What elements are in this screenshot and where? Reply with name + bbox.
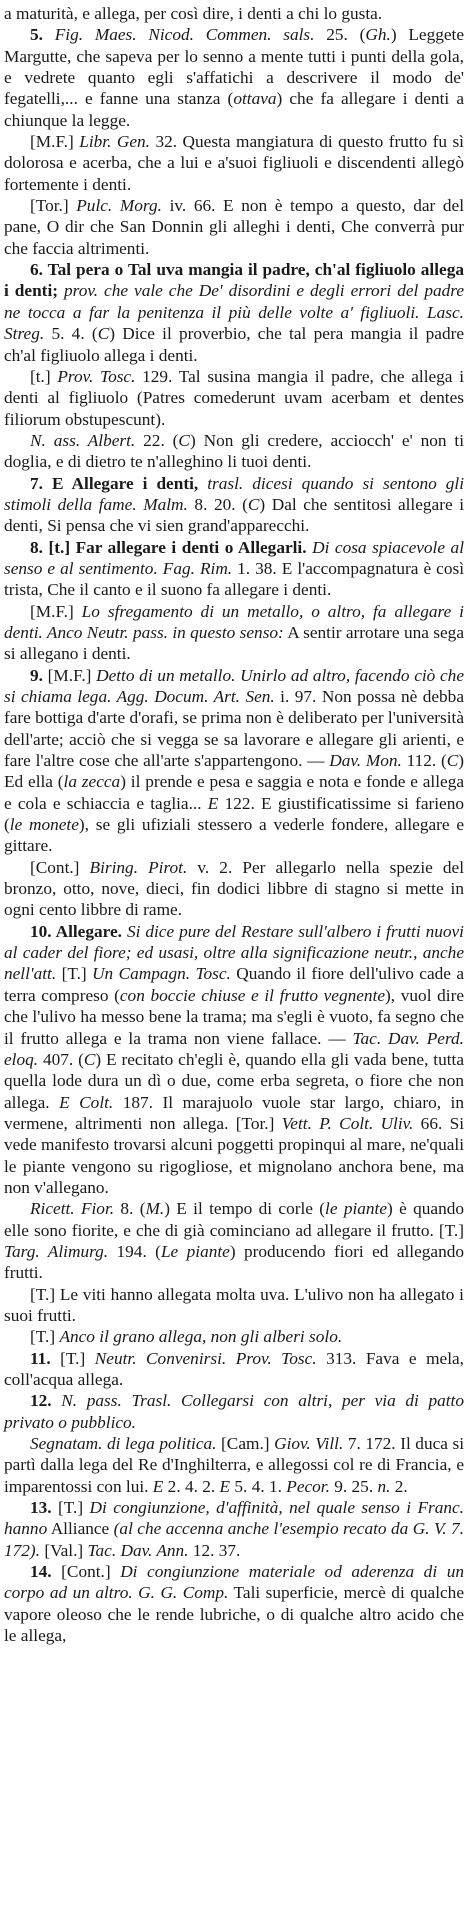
entry-text: ) Dice il proverbio, che tal pera mangia il padre ch'al figliuolo allega i denti. <box>4 324 465 365</box>
dictionary-entry <box>4 857 464 921</box>
dictionary-entry <box>4 601 464 665</box>
entry-text: 129. Tal susina mangia il padre, che allega i denti al figliuolo (Patres comederunt uvam acerbam et dentes filiorum obstupescunt). <box>4 366 464 429</box>
entry-text: [M.F.] <box>30 601 82 621</box>
dictionary-entry <box>4 131 464 195</box>
dictionary-entry <box>4 1497 464 1561</box>
entry-text: 2. <box>390 1476 408 1496</box>
italic-text: Segnatam. di lega politica. <box>30 1434 217 1454</box>
entry-text: ) E recitato ch'egli è, quando ella gli vada bene, tutta quella lode dura un dì o due, come erba segreta, o fiore che non allega. <box>4 1049 464 1112</box>
entry-text: A sentir arrotare una sega si allegano i denti. <box>4 622 464 664</box>
entry-text: ) che fa allegare i denti a chiunque la legge. <box>4 89 464 130</box>
entry-heading: 10. Allegare. <box>30 921 122 941</box>
entry-text: [T.] Le viti hanno allegata molta uva. L'ulivo non ha allegato i suoi frutti. <box>4 1284 464 1325</box>
italic-text: M. <box>145 1199 165 1219</box>
entry-text: a maturità, e allega, per così dire, i denti a chi lo gusta. <box>4 4 383 23</box>
italic-text: Pulc. Morg. <box>76 196 162 216</box>
italic-text: E <box>207 793 219 813</box>
italic-text: C <box>446 751 459 771</box>
dictionary-entry <box>4 665 464 857</box>
italic-text: Detto di un metallo. Unirlo ad altro, facendo ciò che si chiama lega. Agg. Docum. Art. Sen. <box>4 665 464 706</box>
entry-heading: 13. <box>30 1498 52 1518</box>
entry-heading: 8. [t.] Far allegare i denti o Allegarli. <box>30 537 307 557</box>
italic-text: N. ass. Albert. <box>30 430 136 450</box>
italic-text: n. <box>377 1476 391 1496</box>
entry-heading: 11. <box>30 1348 51 1368</box>
italic-text: Si dice pure del Restare sull'albero i frutti nuovi al cader del fiore; ed usasi, oltre alla significazione neutr., anche nell'att. <box>4 921 464 984</box>
entry-text: [M.F.] <box>30 132 80 152</box>
italic-text: Tac. Dav. Ann. <box>87 1540 189 1560</box>
italic-text: Anco il grano allega, non gli alberi solo. <box>59 1327 343 1347</box>
entry-text: [T.] <box>30 1327 60 1347</box>
entry-text: ) Leggete Margutte, che sapeva per lo senno a mente tutti i punti della gola, e vedrete quanto egli s'affatichi a descrivere il modo de' fegatelli,... e fanne una stanza ( <box>4 25 465 109</box>
entry-text: 2. 4. 2. <box>163 1476 220 1496</box>
italic-text: Lo sfregamento di un metallo, o altro, fa allegare i denti. Anco Neutr. pass. in questo senso: <box>4 601 464 642</box>
dictionary-entry <box>4 1348 464 1391</box>
entry-heading: 7. E Allegare i denti, <box>30 473 199 493</box>
entry-text: [Cam.] <box>216 1434 275 1454</box>
entry-text: [Tor.] <box>30 196 77 216</box>
entry-text: ) Non gli credere, acciocch' e' non ti doglia, e di dietro te n'alleghino li tuoi denti. <box>4 430 464 472</box>
italic-text: prov. che vale che De' disordini e degli errori del padre ne tocca a far la penitenza il più delle volte a' figliuoli. Lasc. Streg. <box>4 281 464 344</box>
italic-text: E Colt. <box>59 1092 114 1112</box>
italic-text: Vett. P. Colt. Uliv. <box>281 1113 414 1133</box>
italic-text: Di congiunzione materiale od aderenza di un corpo ad un altro. G. G. Comp. <box>4 1562 464 1603</box>
entry-text: [T.] <box>51 1498 90 1518</box>
entry-heading: 5. <box>30 25 55 45</box>
entry-text: [Cont.] <box>51 1562 121 1582</box>
italic-text: le monete <box>9 815 79 835</box>
italic-text: Pecor. <box>286 1476 330 1496</box>
entry-text: Quando il fiore dell'ulivo cade a terra compreso ( <box>4 964 465 1005</box>
dictionary-entry <box>4 366 464 430</box>
entry-text: 187. Il marajuolo vuole star largo, chiaro, in vermene, altrimenti non allega. [Tor.] <box>4 1092 464 1133</box>
entry-text: v. 2. Per allegarlo nella spezie del bronzo, otto, nove, dieci, fin dodici libbre di stagno si mette in ogni cento libbre di rame. <box>4 857 465 920</box>
dictionary-entry <box>4 195 464 259</box>
italic-text: con boccie chiuse e il frutto vegnente <box>119 985 386 1005</box>
entry-heading: 12. <box>30 1391 52 1411</box>
entry-text: 5. 4. ( <box>44 324 98 344</box>
dictionary-entry <box>4 537 464 601</box>
dictionary-entry <box>4 3 464 24</box>
italic-text: Ricett. Fior. <box>30 1199 115 1219</box>
entry-text: ) Ed ella ( <box>4 751 464 792</box>
entry-text: [T.] <box>50 1348 95 1368</box>
italic-text: Di cosa spiacevole al senso e al sentimento. Fag. Rim. <box>4 537 464 578</box>
dictionary-entry <box>4 1561 464 1646</box>
italic-text: E <box>152 1476 164 1496</box>
entry-heading: 14. <box>30 1562 52 1582</box>
dictionary-entry <box>4 1198 464 1283</box>
italic-text: le piante <box>325 1199 388 1219</box>
entry-text: ) è quando elle sono fiorite, e che di già cominciano ad allegare il frutto. [T.] <box>4 1199 464 1240</box>
entry-text: 25. ( <box>314 25 366 45</box>
dictionary-entry <box>4 473 464 537</box>
italic-text: (al che accenna anche l'esempio recato da G. V. 7. 172). <box>4 1519 464 1560</box>
entry-heading: 9. <box>30 665 43 685</box>
entry-text: 9. 25. <box>329 1476 378 1496</box>
dictionary-entry <box>4 259 464 366</box>
entry-text: 8. 20. ( <box>187 494 248 514</box>
italic-text: Neutr. Convenirsi. Prov. Tosc. <box>94 1348 317 1368</box>
entry-text: 1. 38. E l'accompagnatura è così trista, Che il canto e il suono fa allegare i denti. <box>4 558 465 600</box>
entry-text: 407. ( <box>38 1049 84 1069</box>
entry-text: 12. 37. <box>188 1540 241 1560</box>
italic-text: trasl. dicesi quando si sentono gli stimoli della fame. Malm. <box>4 473 464 514</box>
italic-text: Libr. Gen. <box>79 132 150 152</box>
entry-text: [T.] <box>56 964 93 984</box>
dictionary-entry <box>4 1433 464 1497</box>
entry-text: [M.F.] <box>42 665 97 685</box>
italic-text: Fig. Maes. Nicod. Commen. sals. <box>54 25 315 45</box>
entry-text: 122. E giustificatissime si farieno ( <box>4 793 464 835</box>
italic-text: ottava <box>233 89 277 109</box>
entry-text: i. 97. Non possa nè debba fare bottiga d'arte d'orafi, se prima non è deliberato per l'università dell'arte; acciò che si vegga se sa lavorare e allegare gli arienti, e fare l'altre cose che all'arte s'appartengono. — <box>4 687 464 771</box>
entry-text: [Cont.] <box>30 857 90 877</box>
entry-heading: 6. Tal pera o Tal uva mangia il padre, ch'al figliuolo allega i denti; <box>4 260 464 301</box>
italic-text: C <box>178 430 190 450</box>
italic-text: Targ. Alimurg. <box>4 1241 109 1261</box>
italic-text: N. pass. Trasl. Collegarsi con altri, per via di patto privato o pubblico. <box>4 1391 464 1432</box>
entry-text: ), vuol dire che l'ulivo ha messo bene la trama; ma s'egli è vuoto, fa segno che il frutto allega e la trama non viene fallace. — <box>4 985 465 1048</box>
entry-text: ), se gli ufiziali stessero a vederle fondere, allegare e gittare. <box>4 815 464 856</box>
italic-text: Prov. Tosc. <box>57 366 136 386</box>
entry-text: [Val.] <box>40 1540 88 1560</box>
entry-text: ) Dal che sentitosi allegare i denti, Si pensa che vi sien grand'apparecchi. <box>4 494 464 536</box>
italic-text: la zecca <box>63 772 121 792</box>
entry-text: ) il prende e pesa e saggia e nota e fonde e allega e cola e schiaccia e taglia... <box>4 772 465 813</box>
dictionary-entry <box>4 921 464 1198</box>
entry-text: 313. Fava e mela, coll'acqua allega. <box>4 1348 464 1389</box>
dictionary-entry <box>4 1390 464 1433</box>
italic-text: Un Campagn. Tosc. <box>92 964 231 984</box>
entry-text: 7. 172. Il duca si partì dalla lega del Re d'Inghilterra, e allegossi col re di Francia, e imparentossi con lui. <box>4 1434 465 1496</box>
entry-text: 112. ( <box>401 751 447 771</box>
entry-text: 8. ( <box>114 1199 146 1219</box>
italic-text: C <box>247 494 260 514</box>
dictionary-entry <box>4 430 464 473</box>
entry-text: 194. ( <box>108 1241 161 1261</box>
entry-text: iv. 66. E non è tempo a questo, dar del pane, O dir che San Donnin gli alleghi i denti, Che converrà pur che faccia altrimenti. <box>4 196 465 258</box>
dictionary-entry <box>4 1326 464 1347</box>
entry-text: Alliance <box>47 1519 114 1539</box>
entry-text: [t.] <box>30 366 58 386</box>
italic-text: Giov. Vill. <box>274 1434 344 1454</box>
entry-text <box>52 1391 62 1410</box>
entry-text: 32. Questa mangiatura di questo frutto fu sì dolorosa e acerba, che a lui e a'suoi figliuoli e discendenti allegò fortemente i denti. <box>4 132 464 194</box>
italic-text: Tac. Dav. Perd. eloq. <box>4 1028 464 1069</box>
italic-text: Gh. <box>365 25 391 45</box>
entry-text: 22. ( <box>135 430 179 450</box>
italic-text: Le piante <box>160 1241 230 1261</box>
entry-text: ) E il tempo di corle ( <box>164 1199 326 1219</box>
italic-text: Biring. Pirot. <box>89 857 188 877</box>
dictionary-entry <box>4 1284 464 1327</box>
entry-text: 66. Si vede manifesto trovarsi alcuni poggetti propinqui al mare, ne'quali le piante vengono su rigogliose, et mignolano anchora bene, ma non v'allegano. <box>4 1113 465 1197</box>
italic-text: E <box>219 1476 231 1496</box>
dictionary-entry <box>4 24 464 131</box>
entry-text: 5. 4. 1. <box>230 1476 287 1496</box>
entry-text: Tali superficie, mercè di qualche vapore oleoso che le rende lubriche, o di qualche altro acido che le allega, <box>4 1583 464 1646</box>
italic-text: Di congiunzione, d'affinità, nel quale senso i Franc. hanno <box>4 1498 464 1539</box>
italic-text: C <box>83 1049 96 1069</box>
entry-text <box>198 474 207 493</box>
italic-text: Dav. Mon. <box>329 751 402 771</box>
italic-text: C <box>97 324 110 344</box>
entry-text: ) producendo fiori ed allegando frutti. <box>4 1241 465 1283</box>
